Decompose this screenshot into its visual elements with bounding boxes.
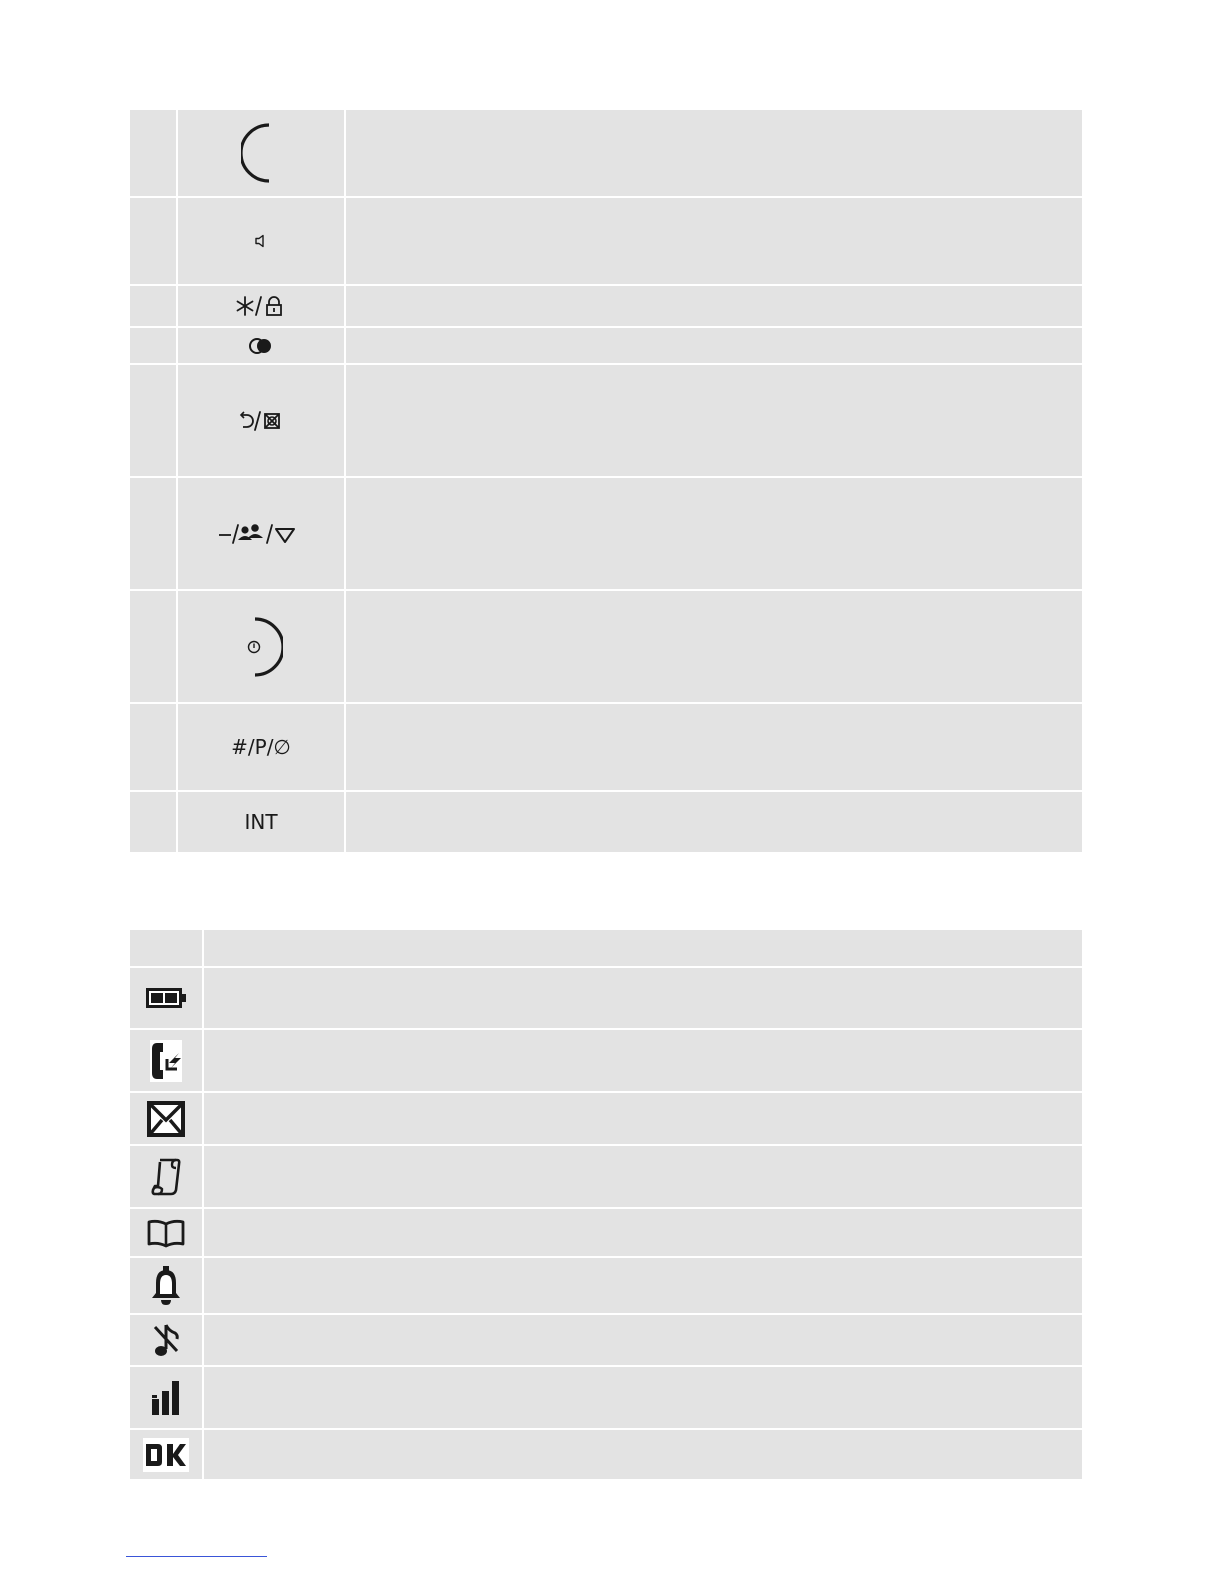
description-cell [346,198,1082,284]
description-cell [346,328,1082,363]
description-cell [346,792,1082,852]
description-cell [346,704,1082,790]
icon-cell [130,1315,202,1365]
index-cell [130,704,176,790]
table-row [130,704,1082,790]
index-cell [130,328,176,363]
icon-cell [130,968,202,1028]
description-cell [346,478,1082,589]
icon-cell [130,1093,202,1144]
table-row [130,1030,1082,1091]
table-row [130,478,1082,589]
icon-cell [130,1258,202,1313]
table-row [130,1209,1082,1256]
key-cell [178,591,344,702]
key-cell [178,704,344,790]
icon-cell [130,1030,202,1091]
index-cell [130,478,176,589]
star-lock-icon [236,294,286,318]
table-row [130,968,1082,1028]
table-row [130,1258,1082,1313]
description-cell [204,1030,1082,1091]
icon-cell [130,1146,202,1207]
key-cell [178,198,344,284]
footer-link-underline[interactable] [126,1556,267,1557]
table-row [130,792,1082,852]
icon-cell [130,1367,202,1428]
description-cell [204,1430,1082,1479]
index-cell [130,110,176,196]
description-cell [204,1209,1082,1256]
key-cell [178,110,344,196]
description-cell [204,1367,1082,1428]
minus-contacts-down-icon [218,522,304,546]
battery-icon [145,985,187,1011]
call-log-scroll-icon [150,1156,182,1198]
description-cell [346,591,1082,702]
icon-cell [130,1209,202,1256]
index-cell [130,286,176,326]
envelope-icon [146,1100,186,1138]
table-row [130,1146,1082,1207]
table-row [130,591,1082,702]
key-cell [178,478,344,589]
signal-strength-icon [151,1379,181,1417]
table-row [130,286,1082,326]
description-cell [204,1315,1082,1365]
alarm-bell-icon [149,1265,183,1307]
talk-bracket-icon [241,121,281,185]
header-cell [204,930,1082,966]
table-row [130,1430,1082,1479]
index-cell [130,591,176,702]
incoming-call-icon [149,1039,183,1083]
description-cell [204,1146,1082,1207]
icon-cell [130,1430,202,1479]
index-cell [130,365,176,476]
key-cell [178,328,344,363]
speaker-icon [253,233,269,249]
header-cell [130,930,202,966]
ringer-off-icon [151,1321,181,1359]
description-cell [346,286,1082,326]
int-key-label: INT [244,810,278,834]
two-circles-icon [248,337,274,355]
key-cell [178,365,344,476]
description-cell [204,1093,1082,1144]
key-cell [178,792,344,852]
table-row [130,328,1082,363]
ok-icon [143,1438,189,1472]
table-row [130,365,1082,476]
hash-pause-ringer-off-icon: #/P/∅ [231,735,291,759]
end-power-bracket-icon [239,615,283,679]
description-cell [204,968,1082,1028]
description-cell [346,365,1082,476]
description-cell [346,110,1082,196]
table-row [130,198,1082,284]
table-row [130,1367,1082,1428]
table-row [130,110,1082,196]
index-cell [130,792,176,852]
table-row [130,1315,1082,1365]
table-row [130,1093,1082,1144]
back-mute-icon [239,410,283,432]
table-header-row [130,930,1082,966]
index-cell [130,198,176,284]
keys-table [130,110,1082,852]
key-cell [178,286,344,326]
description-cell [204,1258,1082,1313]
symbols-table [130,930,1082,1479]
phonebook-icon [146,1218,186,1248]
